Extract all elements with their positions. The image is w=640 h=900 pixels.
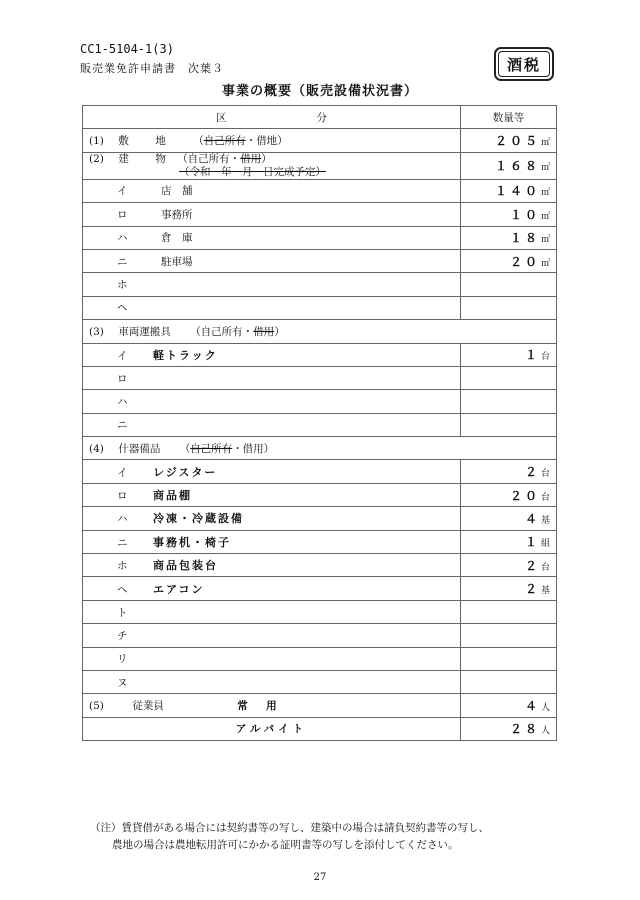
employees-label-cell (83, 694, 461, 717)
item-quantity-cell (461, 577, 557, 600)
column-header-quantity: 数量等 (461, 106, 557, 129)
item-letter: ヘ (117, 583, 128, 596)
item-name: 事務机・椅子 (153, 535, 231, 549)
item-label-cell (83, 460, 461, 483)
site-unit: ㎡ (540, 138, 550, 149)
item-quantity: ２ (524, 582, 540, 597)
item-name: 倉 庫 (161, 232, 193, 245)
item-quantity-cell (461, 296, 557, 319)
facilities-table (82, 105, 557, 741)
item-row (83, 343, 557, 366)
parttime-quantity-cell (461, 717, 557, 740)
item-letter: イ (117, 349, 128, 362)
employees-fulltime-row (83, 694, 557, 717)
building-label-cell (83, 152, 461, 179)
item-letter: チ (117, 629, 128, 642)
item-label-cell (83, 577, 461, 600)
building-planned-struck: （令和 年 月 日完成予定） (179, 165, 326, 178)
vehicles-ownership (190, 326, 285, 338)
vehicles-close: ） (274, 325, 285, 338)
item-unit: ㎡ (540, 258, 550, 269)
item-letter: ハ (117, 513, 128, 526)
fixtures-rented: ・借用） (232, 442, 275, 455)
fulltime-quantity: ４ (524, 699, 540, 714)
building-rented-struck: 借用 (240, 152, 262, 165)
fulltime-quantity-cell (461, 694, 557, 717)
item-unit: 台 (540, 562, 550, 573)
item-label-cell (83, 226, 461, 249)
item-quantity: ２０ (509, 254, 540, 269)
item-quantity-cell (461, 624, 557, 647)
item-letter: ト (117, 606, 128, 619)
item-letter: ニ (117, 255, 128, 268)
item-unit: ㎡ (540, 188, 550, 199)
site-label-cell (83, 129, 461, 152)
item-letter: ロ (117, 490, 128, 503)
vehicles-label: 車両運搬具 (118, 325, 171, 338)
site-separator: ・ (245, 135, 257, 148)
item-quantity-cell (461, 273, 557, 296)
item-quantity: １４０ (494, 184, 540, 199)
item-row (83, 273, 557, 296)
item-quantity-cell (461, 554, 557, 577)
item-quantity-cell (461, 179, 557, 202)
building-label: 建 物 (118, 152, 174, 165)
item-quantity-cell (461, 483, 557, 506)
building-close: ） (261, 152, 272, 165)
item-name: 事務所 (161, 208, 193, 221)
tax-stamp (494, 47, 554, 81)
item-name: エアコン (153, 582, 205, 596)
item-label-cell (83, 670, 461, 693)
item-row (83, 249, 557, 272)
form-code: CC1-5104-1(3) (80, 42, 174, 56)
item-quantity-cell (461, 460, 557, 483)
item-quantity-cell (461, 226, 557, 249)
item-letter: ニ (117, 536, 128, 549)
item-label-cell (83, 600, 461, 623)
item-letter: リ (117, 653, 128, 666)
page-number: 27 (313, 872, 327, 883)
site-owned-struck: 自己所有 (203, 135, 246, 148)
table-header-row (83, 106, 557, 129)
item-letter: イ (117, 466, 128, 479)
parttime-label: アルバイト (235, 723, 308, 736)
item-quantity-cell (461, 670, 557, 693)
item-name: 駐車場 (161, 255, 193, 268)
item-label-cell (83, 483, 461, 506)
item-row (83, 226, 557, 249)
fulltime-label: 常 用 (237, 700, 281, 713)
item-unit: 台 (540, 492, 550, 503)
item-label-cell (83, 296, 461, 319)
item-label-cell (83, 647, 461, 670)
item-label-cell (83, 624, 461, 647)
item-name: 冷凍・冷蔵設備 (153, 512, 244, 526)
fixtures-open: （ (179, 442, 191, 455)
item-quantity-cell (461, 390, 557, 413)
item-row (83, 390, 557, 413)
section-number: (3) (89, 325, 104, 338)
item-name: 商品包装台 (153, 559, 218, 573)
item-quantity-cell (461, 600, 557, 623)
item-unit: 台 (540, 352, 550, 363)
item-row (83, 554, 557, 577)
item-row (83, 483, 557, 506)
item-name: レジスター (153, 465, 218, 479)
item-letter: ロ (117, 208, 128, 221)
parttime-quantity: ２８ (509, 722, 540, 737)
item-quantity-cell (461, 366, 557, 389)
site-quantity: ２０５ (494, 134, 540, 149)
building-ownership (177, 153, 272, 165)
site-rented: 借地 (256, 135, 278, 148)
column-header-category (83, 106, 461, 129)
footnote-line-1: （注）賃貸借がある場合には契約書等の写し、建築中の場合は請負契約書等の写し、 (90, 822, 489, 834)
item-unit: ㎡ (540, 211, 550, 222)
building-row (83, 152, 557, 179)
item-label-cell (83, 554, 461, 577)
item-row (83, 507, 557, 530)
item-letter: ハ (117, 232, 128, 245)
item-quantity-cell (461, 413, 557, 436)
item-unit: ㎡ (540, 235, 550, 246)
item-letter: ホ (117, 279, 128, 292)
item-quantity: １ (524, 535, 540, 550)
item-label-cell (83, 179, 461, 202)
item-label-cell (83, 273, 461, 296)
site-row (83, 129, 557, 152)
item-row (83, 600, 557, 623)
item-letter: ホ (117, 560, 128, 573)
vehicles-row (83, 320, 557, 343)
item-label-cell (83, 343, 461, 366)
item-name: 商品棚 (153, 489, 192, 503)
fixtures-label: 什器備品 (118, 442, 161, 455)
item-row (83, 624, 557, 647)
item-label-cell (83, 249, 461, 272)
item-row (83, 460, 557, 483)
site-label: 敷 地 (118, 135, 174, 148)
item-quantity: １ (524, 348, 540, 363)
item-label-cell (83, 203, 461, 226)
item-row (83, 670, 557, 693)
item-label-cell (83, 413, 461, 436)
section-number: (5) (89, 700, 104, 713)
item-letter: ヌ (117, 676, 128, 689)
item-unit: 基 (540, 586, 550, 597)
item-name: 店 舗 (161, 185, 193, 198)
item-row (83, 296, 557, 319)
site-ownership: （自己所有・借地） (193, 135, 288, 148)
item-row (83, 577, 557, 600)
item-row (83, 530, 557, 553)
fixtures-label-cell (83, 437, 557, 460)
section-number: (2) (89, 152, 104, 165)
item-quantity-cell (461, 530, 557, 553)
form-subtitle: 販売業免許申請書 次葉３ (80, 62, 224, 75)
item-letter: ハ (117, 395, 128, 408)
item-unit: 基 (540, 515, 550, 526)
building-quantity: １６８ (494, 159, 540, 174)
item-row (83, 647, 557, 670)
item-row (83, 413, 557, 436)
item-label-cell (83, 507, 461, 530)
item-letter: イ (117, 185, 128, 198)
employees-label: 従業員 (132, 700, 164, 713)
item-quantity: ４ (524, 511, 540, 526)
fixtures-ownership (180, 443, 275, 455)
item-row (83, 203, 557, 226)
vehicles-label-cell (83, 320, 557, 343)
item-unit: 台 (540, 469, 550, 480)
column-header-category-1: 区 (216, 111, 227, 124)
footnote-line-2: 農地の場合は農地転用許可にかかる証明書等の写しを添付してください。 (112, 839, 459, 851)
parttime-unit: 人 (540, 726, 550, 737)
item-label-cell (83, 530, 461, 553)
item-label-cell (83, 390, 461, 413)
fixtures-row (83, 437, 557, 460)
item-row (83, 179, 557, 202)
item-label-cell (83, 366, 461, 389)
section-number: (4) (89, 442, 104, 455)
employees-parttime-row (83, 717, 557, 740)
section-number: (1) (89, 135, 104, 148)
item-quantity: ２０ (509, 488, 540, 503)
tax-stamp-label: 酒税 (498, 51, 550, 77)
item-quantity-cell (461, 647, 557, 670)
page-title: 事業の概要（販売設備状況書） (221, 84, 418, 99)
item-unit: 組 (540, 539, 550, 550)
item-quantity-cell (461, 343, 557, 366)
item-letter: ロ (117, 372, 128, 385)
item-quantity: ２ (524, 558, 540, 573)
item-quantity-cell (461, 507, 557, 530)
footnote (90, 820, 570, 854)
item-quantity: １０ (509, 207, 540, 222)
vehicles-owned: （自己所有・ (190, 325, 254, 338)
building-quantity-cell (461, 152, 557, 179)
item-letter: ニ (117, 419, 128, 432)
column-header-category-2: 分 (316, 111, 327, 124)
vehicles-rented-struck: 借用 (253, 325, 275, 338)
site-quantity-cell (461, 129, 557, 152)
building-owned: （自己所有・ (177, 152, 241, 165)
fixtures-owned-struck: 自己所有 (190, 442, 233, 455)
item-quantity: ２ (524, 465, 540, 480)
building-unit: ㎡ (540, 163, 550, 174)
item-quantity-cell (461, 203, 557, 226)
item-quantity-cell (461, 249, 557, 272)
item-name: 軽トラック (153, 348, 218, 362)
item-letter: ヘ (117, 302, 128, 315)
item-row (83, 366, 557, 389)
fulltime-unit: 人 (540, 703, 550, 714)
parttime-label-cell (83, 717, 461, 740)
item-quantity: １８ (509, 231, 540, 246)
